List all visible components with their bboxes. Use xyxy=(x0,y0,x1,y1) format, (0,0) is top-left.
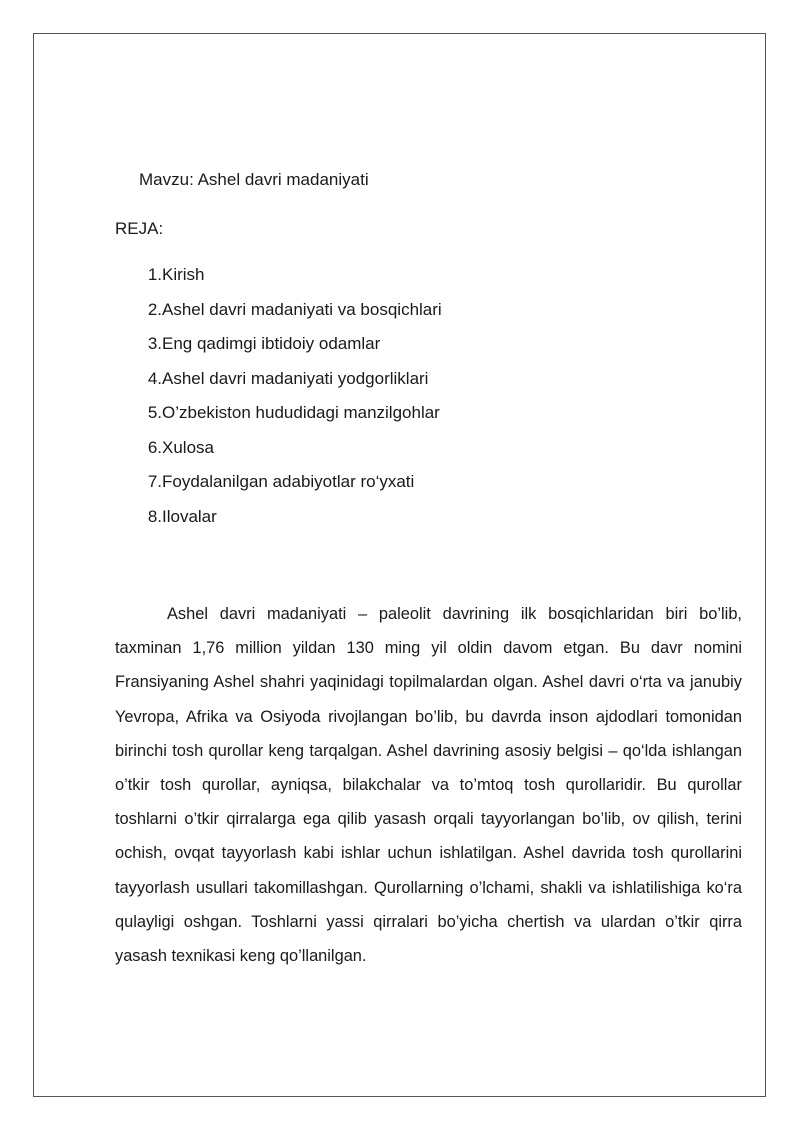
plan-item-number: 1. xyxy=(147,265,162,284)
plan-item-number: 7. xyxy=(147,472,162,491)
plan-item-number: 3. xyxy=(147,334,162,353)
plan-item-number: 2. xyxy=(147,299,162,319)
plan-item-text: O’zbekiston hududidagi manzilgohlar xyxy=(162,403,440,422)
plan-item-text: Ilovalar xyxy=(162,506,217,526)
plan-item-text: Ashel davri madaniyati va bosqichlari xyxy=(162,299,442,319)
plan-item-number: 5. xyxy=(147,403,162,422)
plan-item-number: 4. xyxy=(147,368,162,388)
plan-heading: REJA: xyxy=(115,219,164,238)
document-title: Mavzu: Ashel davri madaniyati xyxy=(139,170,369,189)
plan-item xyxy=(115,401,442,436)
plan-item xyxy=(115,505,442,540)
plan-item-text: Foydalanilgan adabiyotlar ro‘yxati xyxy=(162,472,415,491)
plan-item-number: 8. xyxy=(147,506,162,526)
plan-item xyxy=(115,298,442,333)
plan-item-text: Xulosa xyxy=(162,437,214,457)
plan-item xyxy=(115,332,442,367)
plan-item-number: 6. xyxy=(147,437,162,457)
plan-list xyxy=(115,263,442,539)
plan-item-text: Kirish xyxy=(162,265,205,284)
plan-item xyxy=(115,470,442,505)
body-paragraph: Ashel davri madaniyati – paleolit davrining ilk bosqichlaridan biri bo’lib, taxminan 1,76 million yildan 130 ming yil oldin davom etgan. Bu davr nomini Fransiyaning Ashel shahri yaqinidagi topilmalardan olgan. Ashel davri o‘rta va janubiy Yevropa, Afrika va Osiyoda rivojlangan bo’lib, bu davrda inson ajdodlari tomonidan birinchi tosh qurollar keng tarqalgan. Ashel davrining asosiy belgisi – qo‘lda ishlangan o’tkir tosh qurollar, ayniqsa, bilakchalar va to’mtoq tosh qurollaridir. Bu qurollar toshlarni o’tkir qirralarga ega qilib yasash orqali tayyorlangan bo’lib, ov qilish, terini ochish, ovqat tayyorlash kabi ishlar uchun ishlatilgan. Ashel davrida tosh qurollarini tayyorlash usullari takomillashgan. Qurollarning o’lchami, shakli va ishlatilishiga ko‘ra qulayligi oshgan. Toshlarni yassi qirralari bo’yicha chertish va ulardan o’tkir qirra yasash texnikasi keng qo’llanilgan. xyxy=(115,605,742,966)
plan-item xyxy=(115,436,442,471)
plan-item xyxy=(115,367,442,402)
plan-item-text: Eng qadimgi ibtidoiy odamlar xyxy=(162,334,381,353)
plan-item xyxy=(115,263,442,298)
plan-item-text: Ashel davri madaniyati yodgorliklari xyxy=(162,368,429,388)
